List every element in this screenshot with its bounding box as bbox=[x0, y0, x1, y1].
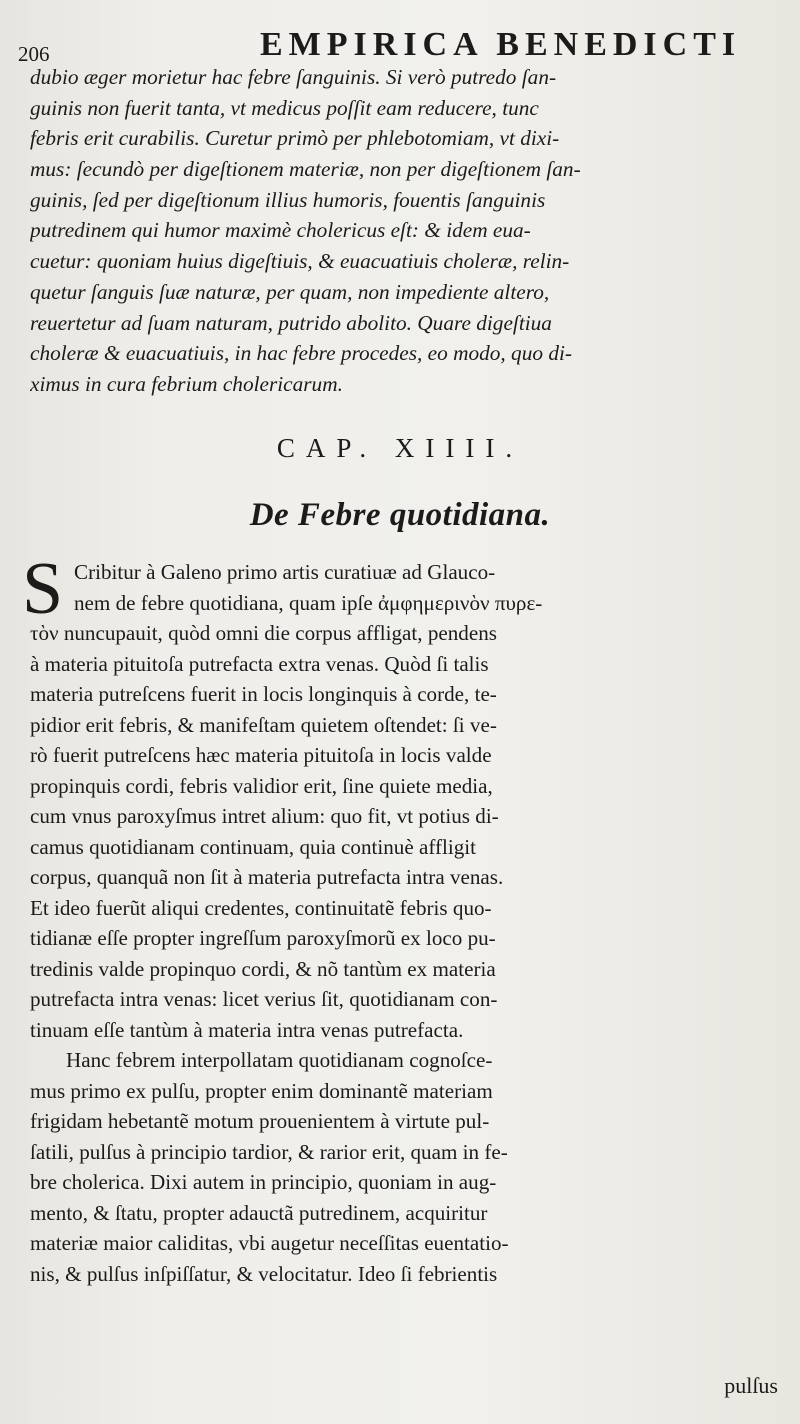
catchword: pulſus bbox=[724, 1373, 778, 1398]
text-line: materia putreſcens fuerit in locis longinquis à corde, te- bbox=[30, 682, 497, 706]
text-line: tidianæ eſſe propter ingreſſum paroxyſmorũ ex loco pu- bbox=[30, 926, 496, 950]
text-line: camus quotidianam continuam, quia continuè affligit bbox=[30, 834, 476, 859]
text-line: choleræ & euacuatiuis, in hac febre procedes, eo modo, quo di- bbox=[30, 341, 572, 366]
text-line: putredinem qui humor maximè cholericus eſt: & idem eua- bbox=[30, 218, 531, 243]
opening-paragraph bbox=[30, 62, 790, 400]
text-line: frigidam hebetantẽ motum prouenientem à virtute pul- bbox=[30, 1109, 490, 1133]
running-head: EMPIRICA BENEDICTI bbox=[260, 26, 742, 63]
text-line: cuetur: quoniam huius digeſtiuis, & euacuatiuis choleræ, relin- bbox=[30, 249, 570, 274]
text-line: bre cholerica. Dixi autem in principio, quoniam in aug- bbox=[30, 1170, 497, 1194]
text-line: nis, & pulſus inſpiſſatur, & velocitatur. Ideo ſi febrientis bbox=[30, 1261, 498, 1286]
text-line: febris erit curabilis. Curetur primò per phlebotomiam, vt dixi- bbox=[30, 126, 560, 151]
text-line: mus: ſecundò per digeſtionem materiæ, non per digeſtionem ſan- bbox=[30, 157, 581, 182]
text-line: τὸν nuncupauit, quòd omni die corpus affligat, pendens bbox=[30, 621, 497, 645]
text-line: rò fuerit putreſcens hæc materia pituitoſa in locis valde bbox=[30, 743, 492, 767]
text-line: guinis, ſed per digeſtionum illius humoris, fouentis ſanguinis bbox=[30, 187, 546, 212]
text-line: pidior erit febris, & manifeſtam quietem oſtendet: ſi ve- bbox=[30, 712, 497, 737]
page-number: 206 bbox=[18, 42, 50, 66]
text-line: guinis non fuerit tanta, vt medicus poſſit eam reducere, tunc bbox=[30, 95, 539, 120]
text-line: à materia pituitoſa putrefacta extra venas. Quòd ſi talis bbox=[30, 651, 489, 676]
text-line: Hanc febrem interpollatam quotidianam cognoſce- bbox=[66, 1048, 493, 1072]
text-line: putrefacta intra venas: licet verius ſit, quotidianam con- bbox=[30, 987, 498, 1011]
text-line: nem de febre quotidiana, quam ipſe ἀμφημερινὸν πυρε- bbox=[74, 590, 543, 615]
drop-cap: S bbox=[22, 548, 64, 630]
section-title: De Febre quotidiana. bbox=[249, 497, 551, 533]
text-line: Et ideo fuerũt aliqui credentes, continuitatẽ febris quo- bbox=[30, 895, 492, 920]
text-line: tinuam eſſe tantùm à materia intra venas putrefacta. bbox=[30, 1017, 464, 1042]
chapter-heading: CAP. XIIII. bbox=[276, 433, 524, 463]
text-line: mento, & ſtatu, propter adauctã putredinem, acquiritur bbox=[30, 1200, 488, 1225]
text-line: materiæ maior caliditas, vbi augetur neceſſitas euentatio- bbox=[30, 1231, 509, 1255]
text-line: reuertetur ad ſuam naturam, putrido abolito. Quare digeſtiua bbox=[30, 310, 552, 335]
text-line: mus primo ex pulſu, propter enim dominantẽ materiam bbox=[30, 1078, 493, 1103]
text-line: ſatili, pulſus à principio tardior, & rarior erit, quam in fe- bbox=[30, 1139, 508, 1164]
text-line: ximus in cura febrium cholericarum. bbox=[30, 371, 343, 396]
body-paragraph bbox=[30, 557, 790, 1289]
text-line: Cribitur à Galeno primo artis curatiuæ ad Glauco- bbox=[74, 560, 496, 584]
text-line: cum vnus paroxyſmus intret alium: quo fit, vt potius di- bbox=[30, 804, 499, 828]
text-line: corpus, quanquã non ſit à materia putrefacta intra venas. bbox=[30, 865, 504, 889]
text-line: tredinis valde propinquo cordi, & nõ tantùm ex materia bbox=[30, 956, 496, 981]
text-line: quetur ſanguis ſuæ naturæ, per quam, non impediente altero, bbox=[30, 279, 550, 304]
text-line: dubio æger morietur hac febre ſanguinis. Si verò putredo ſan- bbox=[30, 65, 557, 89]
text-line: propinquis cordi, febris validior erit, ſine quiete media, bbox=[30, 773, 493, 798]
